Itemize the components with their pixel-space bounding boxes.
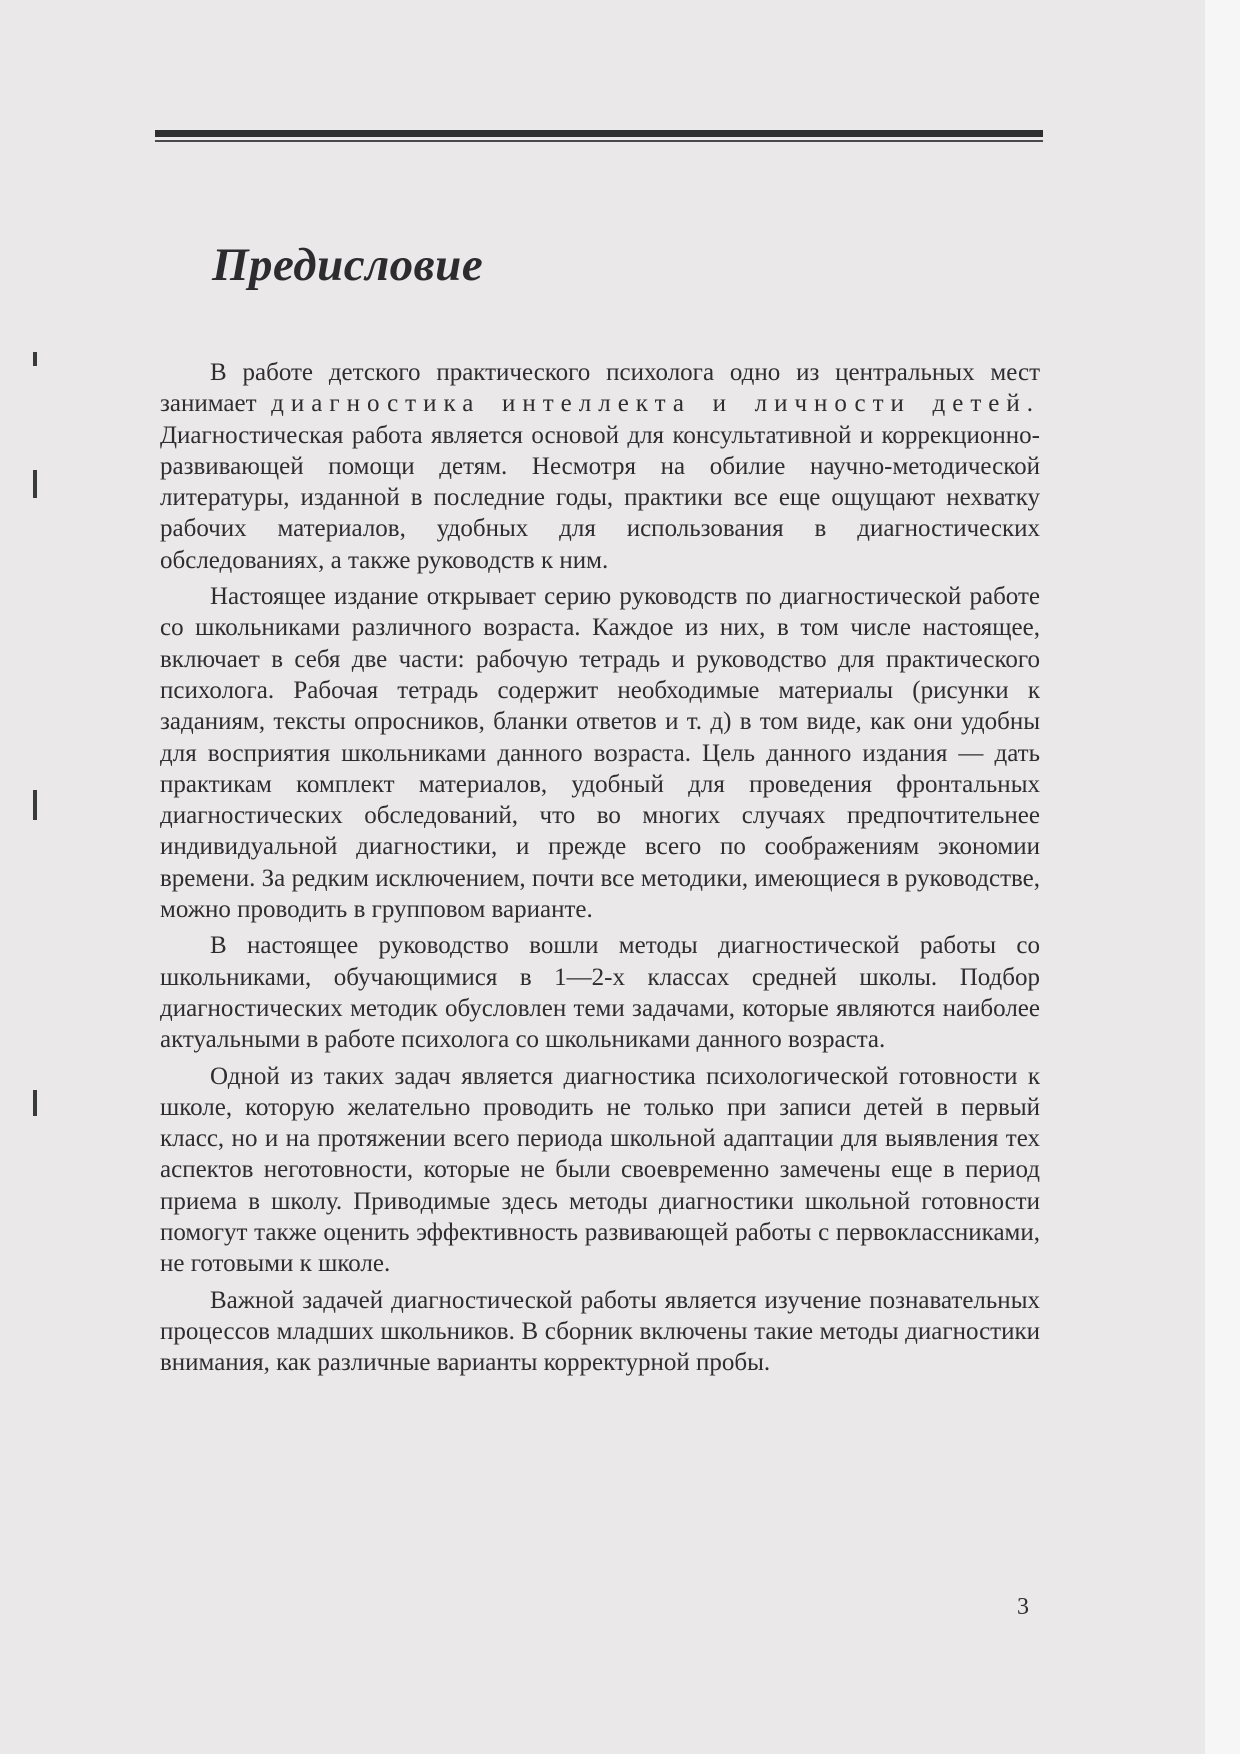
chapter-title: Предисловие <box>212 239 484 291</box>
paragraph-1-emphasis: диагностика интеллекта и личности детей. <box>271 390 1041 418</box>
binding-mark <box>33 790 37 820</box>
page-number: 3 <box>1017 1594 1029 1620</box>
paragraph-2: Настоящее издание открывает серию руководств по диагностической работе со школьниками различного возраста. Каждое из них, в том числе настоящее, включает в себя две части: рабочую тетрадь и руководство для практического психолога. Рабочая тетрадь содержит необходимые материалы (рисунки к заданиям, тексты опросников, бланки ответов и т. д) в том виде, как они удобны для восприятия школьниками данного возраста. Цель данного издания — дать практикам комплект материалов, удобный для проведения фронтальных диагностических обследований, что во многих случаях предпочтительнее индивидуальной диагностики, и прежде всего по соображениям экономии времени. За редким исключением, почти все методики, имеющиеся в руководстве, можно проводить в групповом варианте. <box>160 583 1040 924</box>
header-rule-thin <box>155 140 1043 142</box>
binding-mark <box>33 1090 37 1116</box>
paragraph-5: Важной задачей диагностической работы является изучение познавательных процессов младших школьников. В сборник включены такие методы диагностики внимания, как различные варианты корректурной пробы. <box>160 1286 1040 1377</box>
body-text <box>160 357 1040 1384</box>
binding-mark <box>33 352 37 366</box>
paragraph-4: Одной из таких задач является диагностика психологической готовности к школе, которую желательно проводить не только при записи детей в первый класс, но и на протяжении всего периода школьной адаптации для выявления тех аспектов неготовности, которые не были своевременно замечены еще в период приема в школу. Приводимые здесь методы диагностики школьной готовности помогут также оценить эффективность развивающей работы с первоклассниками, не готовыми к школе. <box>160 1062 1040 1278</box>
header-rule-thick <box>155 130 1043 137</box>
paragraph-1-lead: В работе детского практического психолога одно из центральных мест занимает <box>160 359 1040 418</box>
paragraph-1-rest: Диагностическая работа является основой для консультативной и коррекционно-развивающей помощи детям. Несмотря на обилие научно-методической литературы, изданной в последние годы, практики все еще ощущают нехватку рабочих материалов, удобных для использования в диагностических обследованиях, а также руководств к ним. <box>160 421 1040 574</box>
binding-mark <box>33 470 37 498</box>
paragraph-3: В настоящее руководство вошли методы диагностической работы со школьниками, обучающимися в 1—2-х классах средней школы. Подбор диагностических методик обусловлен теми задачами, которые являются наиболее актуальными в работе психолога со школьниками данного возраста. <box>160 932 1040 1054</box>
scan-margin <box>1205 0 1240 1754</box>
paragraph-1 <box>160 357 1040 576</box>
